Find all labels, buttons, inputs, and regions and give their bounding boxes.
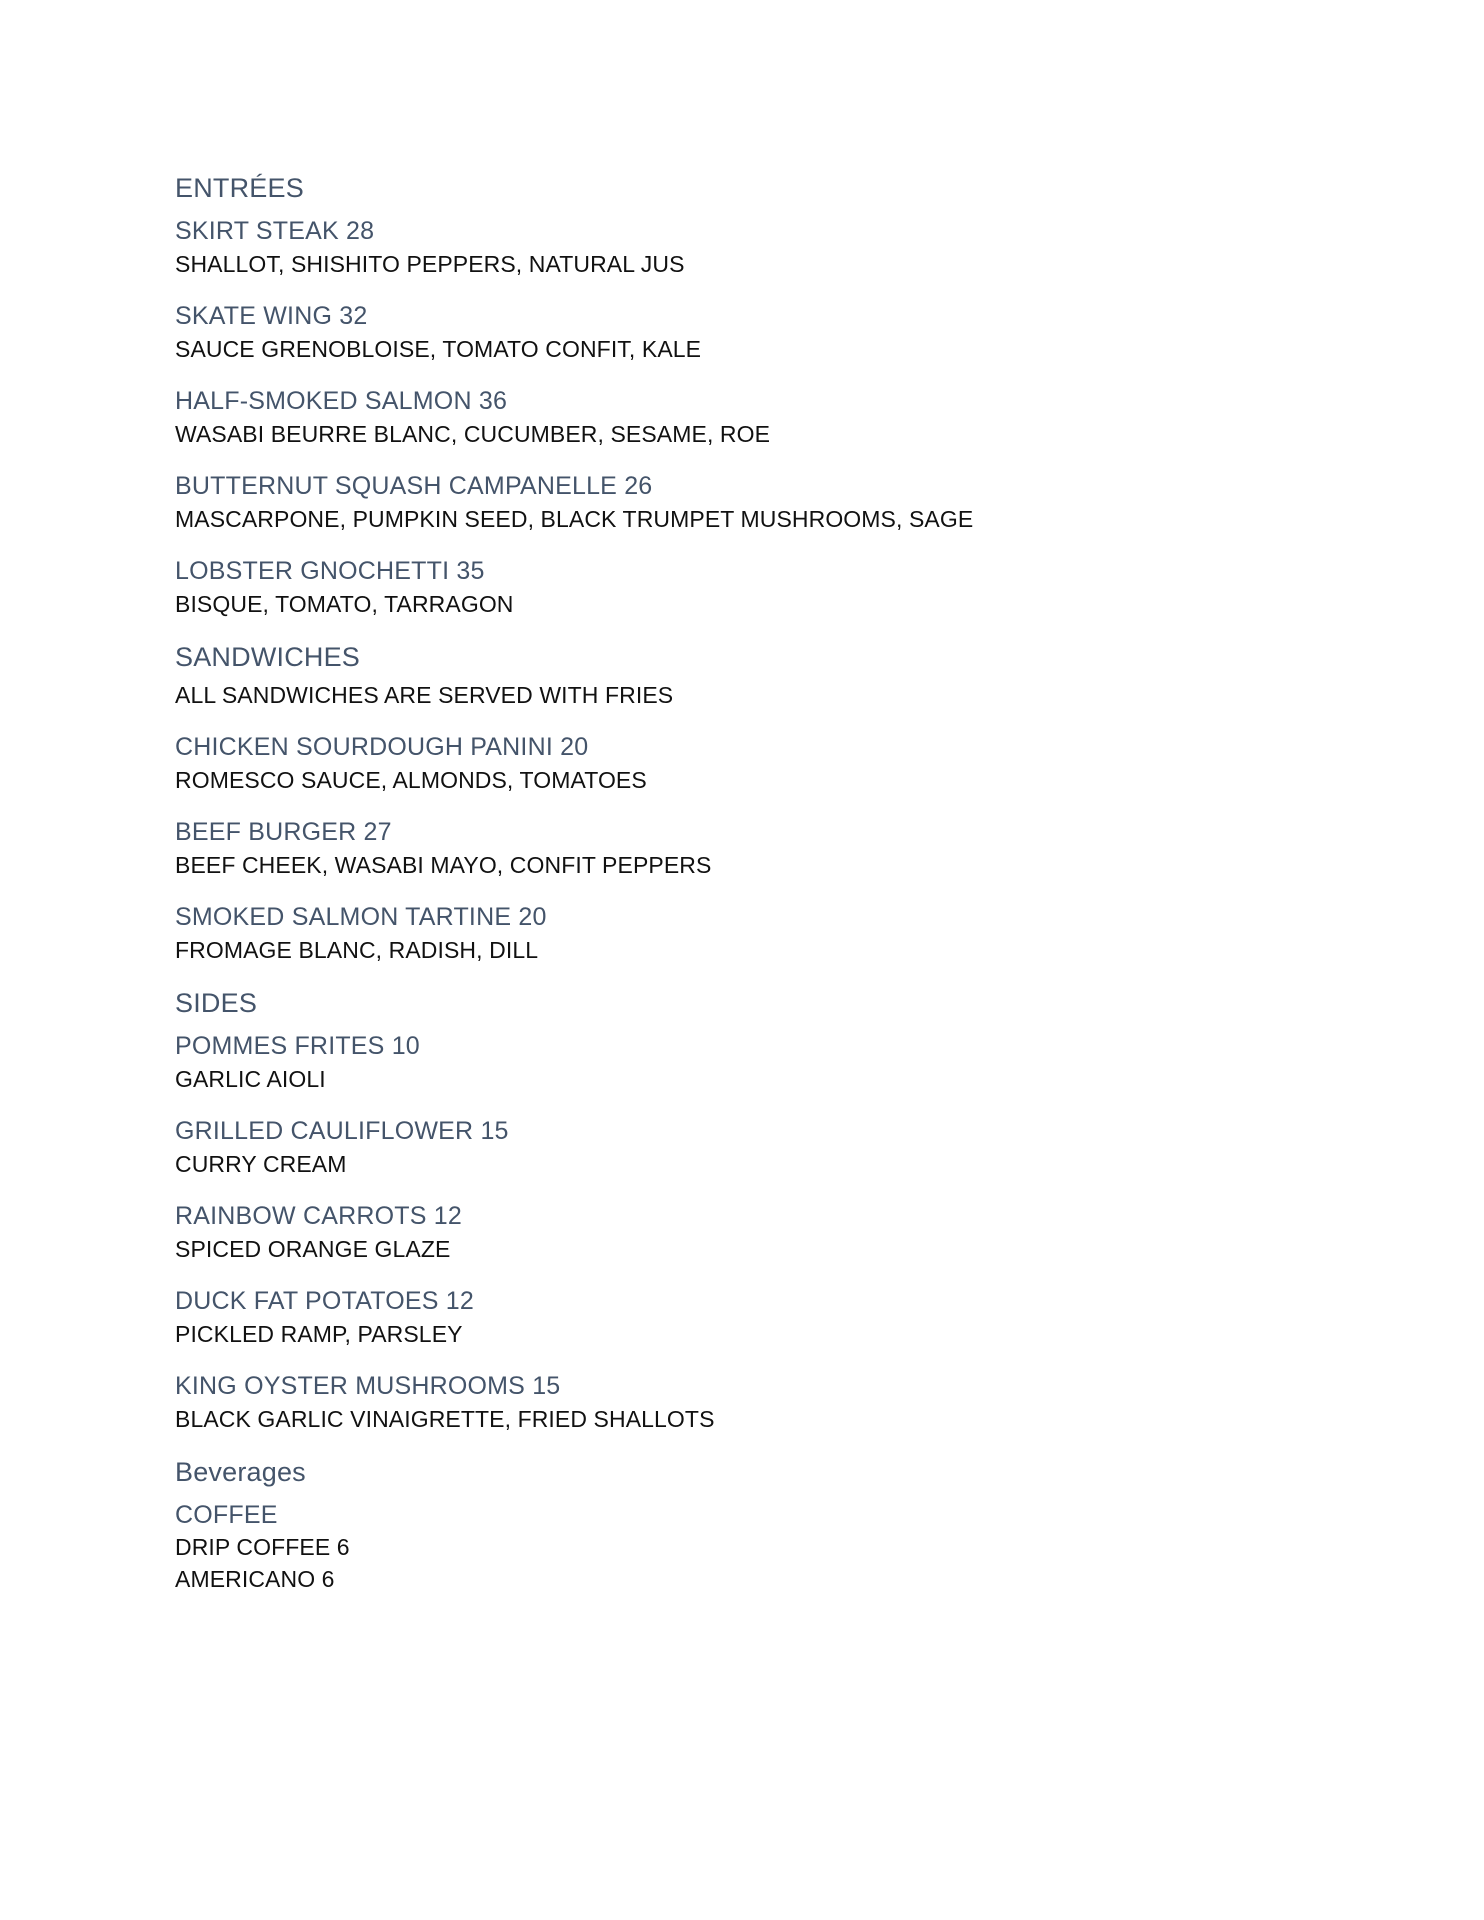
item-description: SPICED ORANGE GLAZE	[175, 1236, 451, 1262]
item-name: DUCK FAT POTATOES 12	[175, 1287, 474, 1315]
item-name: LOBSTER GNOCHETTI 35	[175, 557, 485, 585]
menu-item	[175, 1115, 1355, 1181]
menu-item	[175, 1285, 1355, 1351]
sides-section	[175, 986, 1355, 1436]
sandwiches-note-block	[175, 678, 1355, 712]
item-description: MASCARPONE, PUMPKIN SEED, BLACK TRUMPET MUSHROOMS, SAGE	[175, 506, 974, 532]
menu-item	[175, 1370, 1355, 1436]
beverage-item: DRIP COFFEE 6	[175, 1534, 350, 1560]
menu-item	[175, 300, 1355, 366]
beverages-section	[175, 1455, 1355, 1595]
item-description: CURRY CREAM	[175, 1151, 347, 1177]
item-description: PICKLED RAMP, PARSLEY	[175, 1321, 463, 1347]
item-description: FROMAGE BLANC, RADISH, DILL	[175, 937, 539, 963]
coffee-subtitle: COFFEE	[175, 1501, 278, 1529]
item-description: WASABI BEURRE BLANC, CUCUMBER, SESAME, ROE	[175, 421, 771, 447]
item-description: SHALLOT, SHISHITO PEPPERS, NATURAL JUS	[175, 251, 685, 277]
item-name: CHICKEN SOURDOUGH PANINI 20	[175, 733, 589, 761]
beverage-item: AMERICANO 6	[175, 1566, 335, 1592]
entrees-title: ENTRÉES	[175, 173, 304, 203]
item-name: KING OYSTER MUSHROOMS 15	[175, 1372, 561, 1400]
sides-title: SIDES	[175, 988, 258, 1018]
menu-item	[175, 385, 1355, 451]
menu-item	[175, 901, 1355, 967]
item-name: SKATE WING 32	[175, 302, 368, 330]
beverages-title: Beverages	[175, 1457, 306, 1487]
item-description: ROMESCO SAUCE, ALMONDS, TOMATOES	[175, 767, 647, 793]
item-name: SMOKED SALMON TARTINE 20	[175, 903, 547, 931]
item-name: HALF-SMOKED SALMON 36	[175, 387, 508, 415]
menu-item	[175, 731, 1355, 797]
item-name: POMMES FRITES 10	[175, 1032, 420, 1060]
item-description: BEEF CHEEK, WASABI MAYO, CONFIT PEPPERS	[175, 852, 712, 878]
menu-item	[175, 215, 1355, 281]
menu-item	[175, 816, 1355, 882]
menu-item	[175, 1030, 1355, 1096]
sandwiches-title: SANDWICHES	[175, 642, 361, 672]
menu-item	[175, 1200, 1355, 1266]
item-name: BEEF BURGER 27	[175, 818, 392, 846]
sandwiches-note: ALL SANDWICHES ARE SERVED WITH FRIES	[175, 682, 674, 708]
item-description: BISQUE, TOMATO, TARRAGON	[175, 591, 514, 617]
item-name: RAINBOW CARROTS 12	[175, 1202, 462, 1230]
item-name: GRILLED CAULIFLOWER 15	[175, 1117, 509, 1145]
item-description: BLACK GARLIC VINAIGRETTE, FRIED SHALLOTS	[175, 1406, 715, 1432]
sandwiches-section	[175, 640, 1355, 967]
menu-item	[175, 470, 1355, 536]
item-description: GARLIC AIOLI	[175, 1066, 326, 1092]
menu-page	[175, 171, 1355, 1595]
item-name: SKIRT STEAK 28	[175, 217, 375, 245]
item-description: SAUCE GRENOBLOISE, TOMATO CONFIT, KALE	[175, 336, 702, 362]
item-name: BUTTERNUT SQUASH CAMPANELLE 26	[175, 472, 653, 500]
menu-item	[175, 555, 1355, 621]
entrees-section	[175, 171, 1355, 621]
